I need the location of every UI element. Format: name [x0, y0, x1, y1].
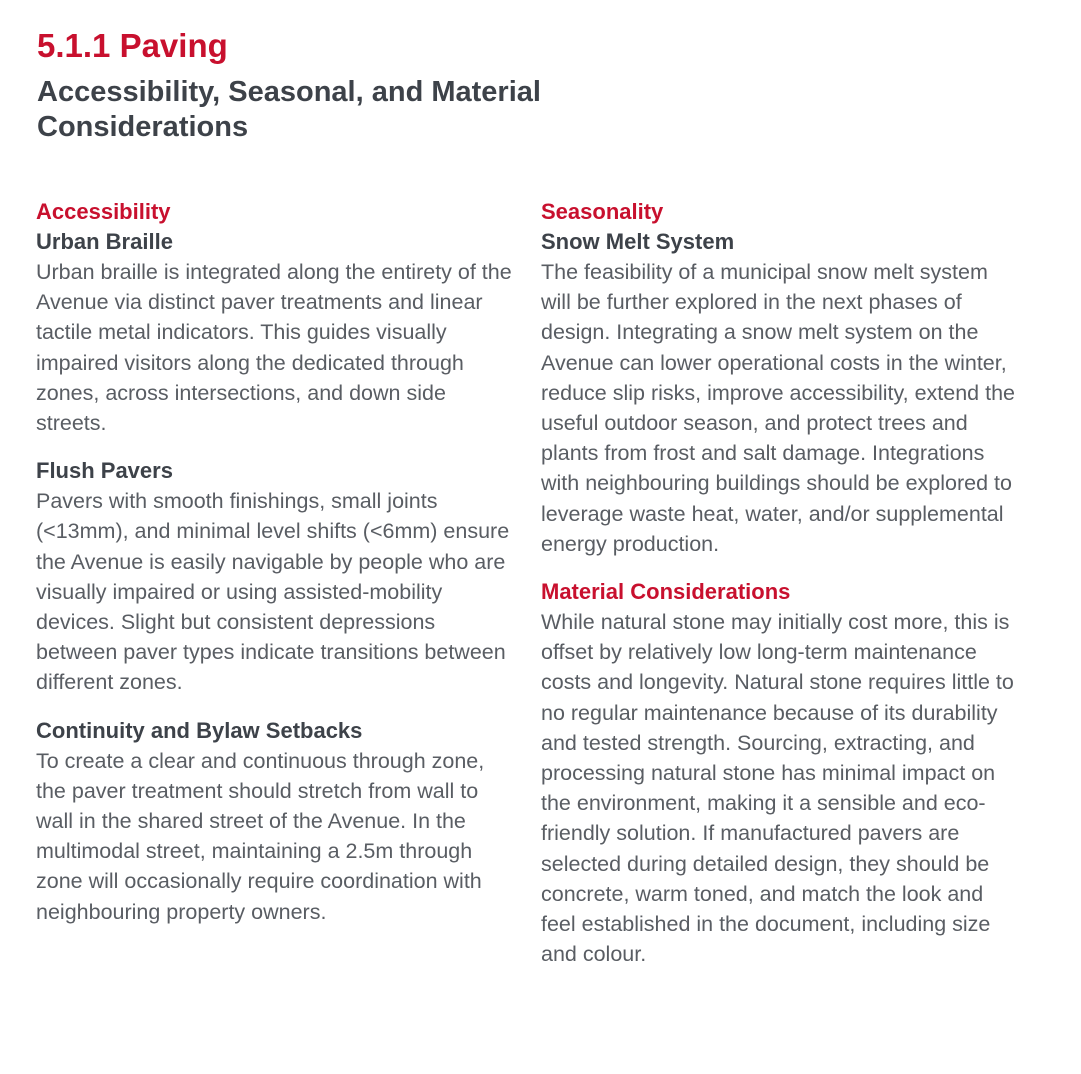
section-heading-material-considerations: Material Considerations: [541, 579, 791, 605]
subheading-continuity-setbacks: Continuity and Bylaw Setbacks: [36, 717, 363, 743]
section-heading-accessibility: Accessibility: [36, 199, 171, 224]
subheading-snow-melt-system: Snow Melt System: [541, 229, 735, 254]
section-heading-seasonality: Seasonality: [541, 199, 664, 224]
paragraph-snow-melt-system: The feasibility of a municipal snow melt system will be further explored in the next phases of design. Integrating a snow melt system on the Avenue can lower operational costs in the winter, reduce slip risks, improve accessibility, extend the useful outdoor season, and protect trees and plants from frost and salt damage. Integrations with neighbouring buildings should be explored to leverage waste heat, water, and/or supplemental energy production.: [541, 260, 1015, 556]
subheading-flush-pavers: Flush Pavers: [36, 458, 173, 484]
paragraph-urban-braille: Urban braille is integrated along the entirety of the Avenue via distinct paver treatments and linear tactile metal indicators. This guides visually impaired visitors along the dedicated through zones, across intersections, and down side streets.: [36, 260, 512, 436]
subheading-urban-braille: Urban Braille: [36, 229, 173, 254]
page-subtitle: Accessibility, Seasonal, and Material Considerations: [37, 76, 541, 143]
spacer: [36, 438, 514, 456]
right-column: [541, 197, 1019, 969]
page-title: 5.1.1 Paving: [37, 27, 228, 64]
paragraph-material-considerations: While natural stone may initially cost more, this is offset by relatively low long-term maintenance costs and longevity. Natural stone requires little to no regular maintenance because of its durability and tested strength. Sourcing, extracting, and processing natural stone has minimal impact on the environment, making it a sensible and eco-friendly solution. If manufactured pavers are selected during detailed design, they should be concrete, warm toned, and match the look and feel established in the document, including size and colour.: [541, 610, 1014, 967]
paragraph-continuity-setbacks: To create a clear and continuous through zone, the paver treatment should stretch from wall to wall in the shared street of the Avenue. In the multimodal street, maintaining a 2.5m through zone will occasionally require coordination with neighbouring property owners.: [36, 748, 485, 924]
left-column: [36, 197, 514, 927]
spacer: [541, 559, 1019, 577]
spacer: [36, 698, 514, 716]
paragraph-flush-pavers: Pavers with smooth finishings, small joints (<13mm), and minimal level shifts (<6mm) ensure the Avenue is easily navigable by people who are visually impaired or using assisted-mobility devices. Slight but consistent depressions between paver types indicate transitions between different zones.: [36, 489, 510, 695]
